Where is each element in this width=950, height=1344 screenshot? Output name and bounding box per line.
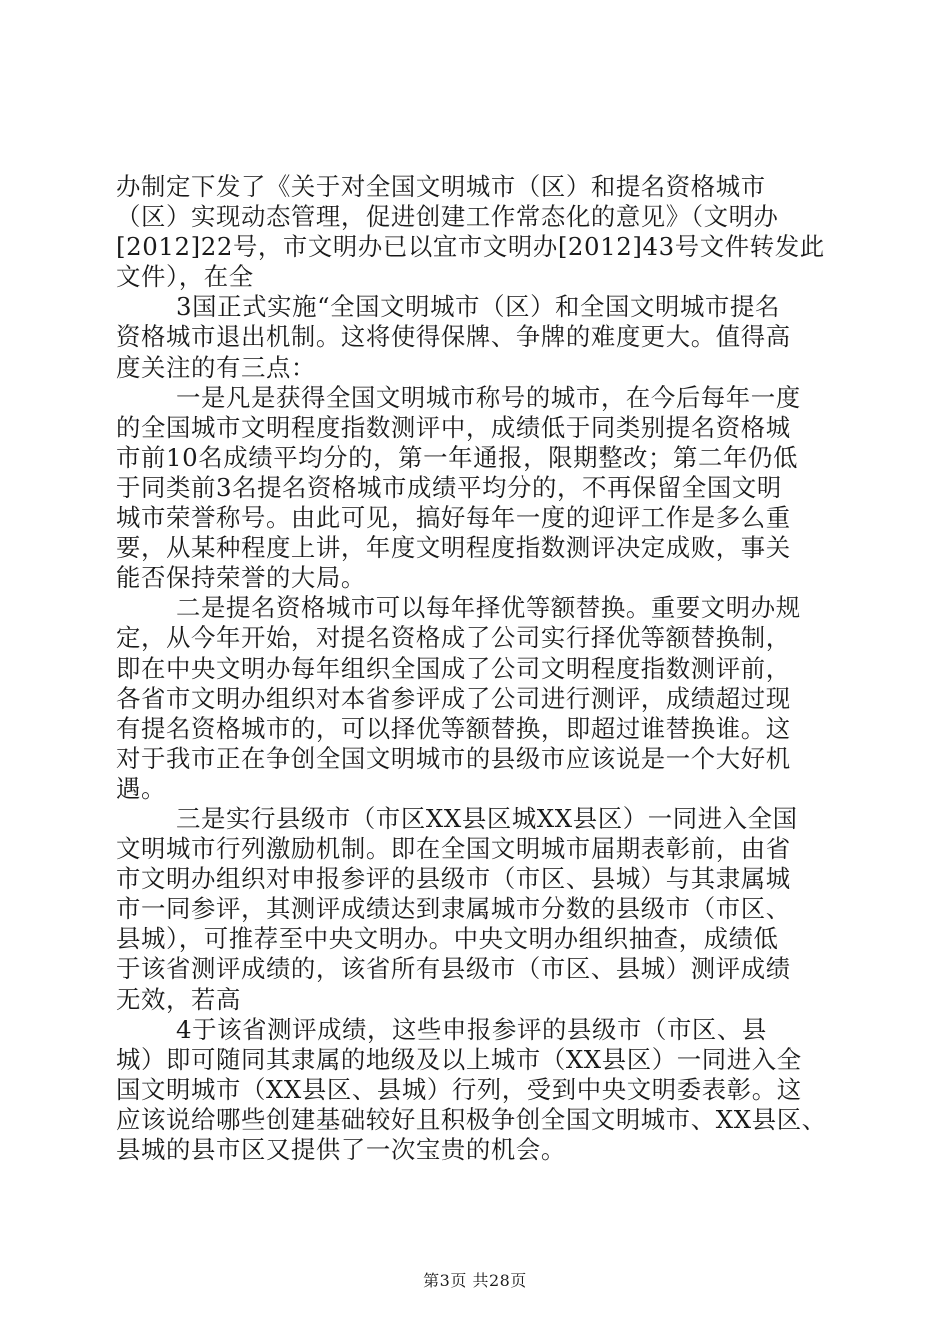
paragraph-line: 遇。 bbox=[116, 773, 166, 803]
paragraph-line: 一是凡是获得全国文明城市称号的城市，在今后每年一度 bbox=[176, 382, 801, 412]
paragraph-line: 要，从某种程度上讲，年度文明程度指数测评决定成败，事关 bbox=[116, 533, 791, 563]
paragraph bbox=[116, 593, 842, 804]
document-body bbox=[116, 172, 842, 1165]
paragraph-line: 无效，若高 bbox=[116, 984, 241, 1014]
paragraph-line: 即在中央文明办每年组织全国成了公司文明程度指数测评前， bbox=[116, 653, 791, 683]
paragraph-line: 文件），在全 bbox=[116, 262, 254, 292]
paragraph-line: 三是实行县级市（市区XX县区城XX县区）一同进入全国 bbox=[176, 803, 798, 833]
paragraph-line: 市一同参评，其测评成绩达到隶属城市分数的县级市（市区、 bbox=[116, 894, 791, 924]
paragraph-line: 的全国城市文明程度指数测评中，成绩低于同类别提名资格城 bbox=[116, 412, 791, 442]
page-footer bbox=[0, 1271, 950, 1291]
paragraph-line: 能否保持荣誉的大局。 bbox=[116, 563, 366, 593]
paragraph-line: 国文明城市（XX县区、县城）行列，受到中央文明委表彰。这 bbox=[116, 1074, 802, 1104]
paragraph-line: 度关注的有三点： bbox=[116, 352, 316, 382]
paragraph bbox=[116, 292, 842, 382]
paragraph-line: 有提名资格城市的，可以择优等额替换，即超过谁替换谁。这 bbox=[116, 713, 791, 743]
paragraph bbox=[116, 383, 842, 594]
paragraph-line: 市前10名成绩平均分的，第一年通报，限期整改；第二年仍低 bbox=[116, 442, 798, 472]
paragraph bbox=[116, 172, 842, 292]
paragraph-line: 文明城市行列激励机制。即在全国文明城市届期表彰前，由省 bbox=[116, 834, 791, 864]
paragraph-line: 市文明办组织对申报参评的县级市（市区、县城）与其隶属城 bbox=[116, 864, 791, 894]
paragraph-line: （区）实现动态管理，促进创建工作常态化的意见》（文明办 bbox=[116, 202, 779, 232]
paragraph-line: 于同类前3名提名资格城市成绩平均分的，不再保留全国文明 bbox=[116, 472, 782, 502]
paragraph-line: 对于我市正在争创全国文明城市的县级市应该说是一个大好机 bbox=[116, 743, 791, 773]
paragraph-line: 应该说给哪些创建基础较好且积极争创全国文明城市、XX县区、 bbox=[116, 1104, 827, 1134]
page-number-label: 第3页 共28页 bbox=[423, 1271, 527, 1290]
paragraph-line: [2012]22号，市文明办已以宜市文明办[2012]43号文件转发此 bbox=[116, 232, 825, 262]
paragraph-line: 二是提名资格城市可以每年择优等额替换。重要文明办规 bbox=[176, 593, 801, 623]
paragraph-line: 县城），可推荐至中央文明办。中央文明办组织抽查，成绩低 bbox=[116, 924, 779, 954]
paragraph-line: 各省市文明办组织对本省参评成了公司进行测评，成绩超过现 bbox=[116, 683, 791, 713]
paragraph-line: 定，从今年开始，对提名资格成了公司实行择优等额替换制， bbox=[116, 623, 791, 653]
paragraph bbox=[116, 1015, 842, 1165]
paragraph-line: 3国正式实施“全国文明城市（区）和全国文明城市提名 bbox=[176, 292, 780, 322]
paragraph-line: 4于该省测评成绩，这些申报参评的县级市（市区、县 bbox=[176, 1014, 767, 1044]
paragraph-line: 城市荣誉称号。由此可见，搞好每年一度的迎评工作是多么重 bbox=[116, 503, 791, 533]
paragraph-line: 县城的县市区又提供了一次宝贵的机会。 bbox=[116, 1135, 566, 1164]
paragraph-line: 资格城市退出机制。这将使得保牌、争牌的难度更大。值得高 bbox=[116, 322, 791, 352]
paragraph bbox=[116, 804, 842, 1015]
paragraph-line: 办制定下发了《关于对全国文明城市（区）和提名资格城市 bbox=[116, 172, 766, 201]
paragraph-line: 城）即可随同其隶属的地级及以上城市（XX县区）一同进入全 bbox=[116, 1044, 802, 1074]
paragraph-line: 于该省测评成绩的，该省所有县级市（市区、县城）测评成绩 bbox=[116, 954, 791, 984]
